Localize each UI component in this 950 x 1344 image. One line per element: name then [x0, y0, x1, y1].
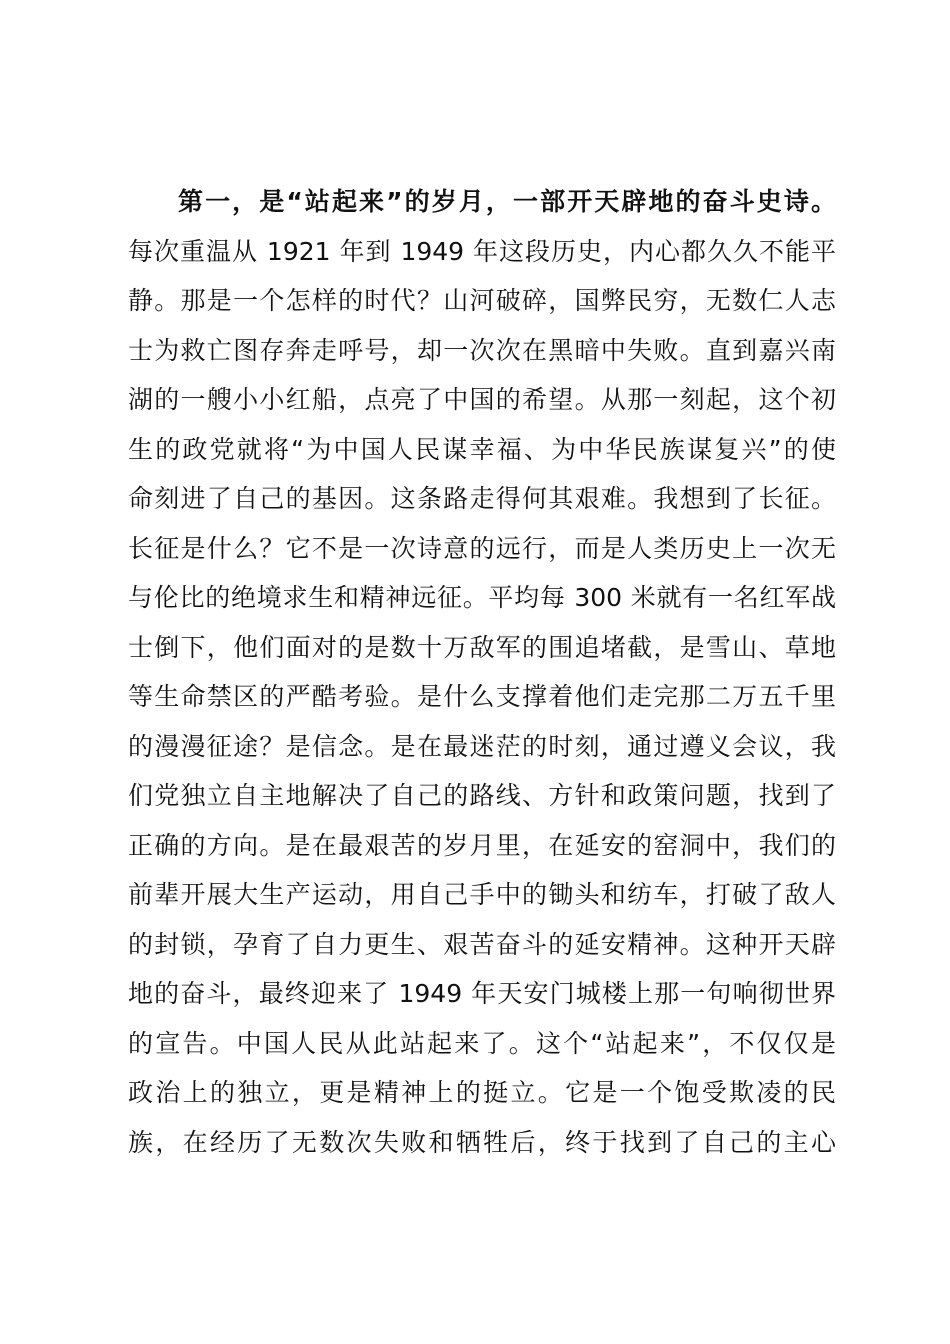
paragraph-line: 们党独立自主地解决了自己的路线、方针和政策问题，找到了 — [128, 781, 836, 810]
paragraph-line: 地的奋斗，最终迎来了 1949 年天安门城楼上那一句响彻世界 — [128, 979, 836, 1008]
paragraph-line: 的封锁，孕育了自力更生、艰苦奋斗的延安精神。这种开天辟 — [128, 929, 836, 959]
paragraph-line: 士倒下，他们面对的是数十万敌军的围追堵截，是雪山、草地 — [128, 632, 836, 662]
paragraph-line: 每次重温从 1921 年到 1949 年这段历史，内心都久久不能平 — [128, 236, 836, 266]
section-heading: 第一，是“站起来”的岁月，一部开天辟地的奋斗史诗。 — [178, 187, 836, 216]
paragraph-line: 的漫漫征途？是信念。是在最迷茫的时刻，通过遵义会议，我 — [128, 731, 836, 761]
paragraph-line: 湖的一艘小小红船，点亮了中国的希望。从那一刻起，这个初 — [128, 385, 836, 414]
paragraph-line: 命刻进了自己的基因。这条路走得何其艰难。我想到了长征。 — [128, 484, 836, 513]
paragraph-line: 士为救亡图存奔走呼号，却一次次在黑暗中失败。直到嘉兴南 — [128, 335, 836, 365]
paragraph-line: 生的政党就将“为中国人民谋幸福、为中华民族谋复兴”的使 — [128, 434, 836, 464]
paragraph-line: 正确的方向。是在最艰苦的岁月里，在延安的窑洞中，我们的 — [128, 830, 836, 860]
document-body — [128, 177, 836, 1167]
paragraph-line: 政治上的独立，更是精神上的挺立。它是一个饱受欺凌的民 — [128, 1078, 836, 1107]
paragraph-line: 族，在经历了无数次失败和牺牲后，终于找到了自己的主心 — [128, 1127, 836, 1157]
paragraph-line: 长征是什么？它不是一次诗意的远行，而是人类历史上一次无 — [128, 533, 836, 563]
paragraph-line: 与伦比的绝境求生和精神远征。平均每 300 米就有一名红军战 — [128, 583, 836, 612]
paragraph-line: 前辈开展大生产运动，用自己手中的锄头和纺车，打破了敌人 — [128, 880, 836, 909]
paragraph-line: 静。那是一个怎样的时代？山河破碎，国弊民穷，无数仁人志 — [128, 286, 836, 315]
paragraph-line: 等生命禁区的严酷考验。是什么支撑着他们走完那二万五千里 — [128, 682, 836, 711]
paragraph-line: 的宣告。中国人民从此站起来了。这个“站起来”，不仅仅是 — [128, 1028, 836, 1058]
